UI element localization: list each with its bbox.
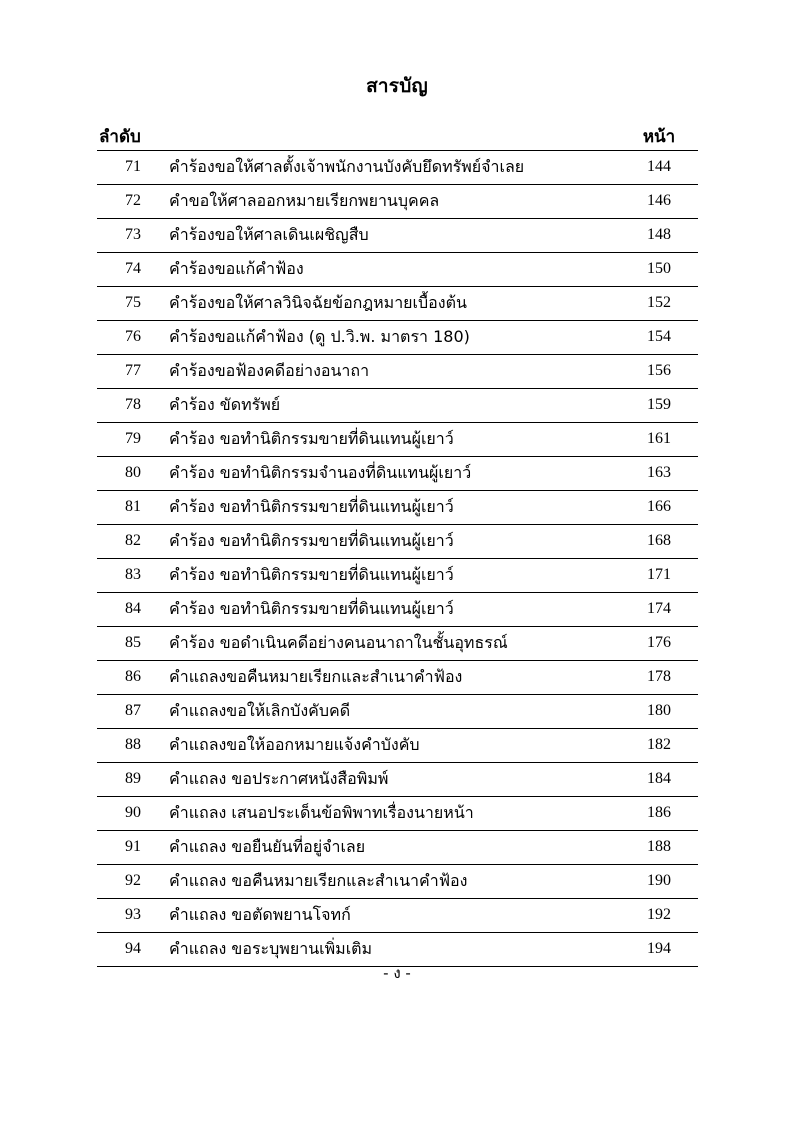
row-entry-title: คำร้อง ขอทำนิติกรรมขายที่ดินแทนผู้เยาว์ bbox=[169, 559, 620, 593]
table-of-contents bbox=[97, 118, 698, 967]
table-row bbox=[97, 627, 698, 661]
row-page-number: 156 bbox=[620, 355, 698, 389]
row-sequence-number: 77 bbox=[97, 355, 169, 389]
table-row bbox=[97, 423, 698, 457]
row-page-number: 159 bbox=[620, 389, 698, 423]
table-row bbox=[97, 797, 698, 831]
row-sequence-number: 83 bbox=[97, 559, 169, 593]
row-sequence-number: 72 bbox=[97, 185, 169, 219]
table-row bbox=[97, 831, 698, 865]
table-row bbox=[97, 933, 698, 967]
table-row bbox=[97, 695, 698, 729]
table-row bbox=[97, 457, 698, 491]
row-page-number: 176 bbox=[620, 627, 698, 661]
row-sequence-number: 91 bbox=[97, 831, 169, 865]
row-page-number: 174 bbox=[620, 593, 698, 627]
row-page-number: 190 bbox=[620, 865, 698, 899]
table-row bbox=[97, 491, 698, 525]
row-page-number: 163 bbox=[620, 457, 698, 491]
row-entry-title: คำแถลง เสนอประเด็นข้อพิพาทเรื่องนายหน้า bbox=[169, 797, 620, 831]
table-row bbox=[97, 729, 698, 763]
table-row bbox=[97, 355, 698, 389]
row-entry-title: คำร้องขอแก้คำฟ้อง bbox=[169, 253, 620, 287]
row-entry-title: คำแถลง ขอระบุพยานเพิ่มเติม bbox=[169, 933, 620, 967]
row-sequence-number: 90 bbox=[97, 797, 169, 831]
row-entry-title: คำร้องขอให้ศาลเดินเผชิญสืบ bbox=[169, 219, 620, 253]
row-page-number: 192 bbox=[620, 899, 698, 933]
row-entry-title: คำร้องขอให้ศาลตั้งเจ้าพนักงานบังคับยึดทรัพย์จำเลย bbox=[169, 151, 620, 185]
row-entry-title: คำแถลงขอให้เลิกบังคับคดี bbox=[169, 695, 620, 729]
row-sequence-number: 80 bbox=[97, 457, 169, 491]
row-sequence-number: 79 bbox=[97, 423, 169, 457]
row-entry-title: คำแถลงขอคืนหมายเรียกและสำเนาคำฟ้อง bbox=[169, 661, 620, 695]
row-sequence-number: 76 bbox=[97, 321, 169, 355]
row-sequence-number: 88 bbox=[97, 729, 169, 763]
row-page-number: 171 bbox=[620, 559, 698, 593]
row-entry-title: คำแถลง ขอตัดพยานโจทก์ bbox=[169, 899, 620, 933]
row-page-number: 184 bbox=[620, 763, 698, 797]
row-page-number: 146 bbox=[620, 185, 698, 219]
table-row bbox=[97, 525, 698, 559]
row-sequence-number: 71 bbox=[97, 151, 169, 185]
row-page-number: 150 bbox=[620, 253, 698, 287]
row-entry-title: คำแถลงขอให้ออกหมายแจ้งคำบังคับ bbox=[169, 729, 620, 763]
column-header-sequence: ลำดับ bbox=[99, 127, 141, 148]
row-entry-title: คำร้องขอฟ้องคดีอย่างอนาถา bbox=[169, 355, 620, 389]
row-sequence-number: 84 bbox=[97, 593, 169, 627]
table-row bbox=[97, 287, 698, 321]
row-sequence-number: 75 bbox=[97, 287, 169, 321]
row-sequence-number: 85 bbox=[97, 627, 169, 661]
row-sequence-number: 74 bbox=[97, 253, 169, 287]
table-row bbox=[97, 219, 698, 253]
row-entry-title: คำร้อง ขัดทรัพย์ bbox=[169, 389, 620, 423]
row-sequence-number: 78 bbox=[97, 389, 169, 423]
table-row bbox=[97, 559, 698, 593]
row-page-number: 144 bbox=[620, 151, 698, 185]
row-sequence-number: 86 bbox=[97, 661, 169, 695]
toc-table-body bbox=[97, 151, 698, 967]
page-number-marker: - ง - bbox=[383, 964, 411, 982]
row-sequence-number: 89 bbox=[97, 763, 169, 797]
row-page-number: 194 bbox=[620, 933, 698, 967]
row-entry-title: คำแถลง ขอคืนหมายเรียกและสำเนาคำฟ้อง bbox=[169, 865, 620, 899]
table-row bbox=[97, 389, 698, 423]
row-page-number: 186 bbox=[620, 797, 698, 831]
row-page-number: 152 bbox=[620, 287, 698, 321]
row-entry-title: คำร้อง ขอทำนิติกรรมจำนองที่ดินแทนผู้เยาว์ bbox=[169, 457, 620, 491]
row-page-number: 178 bbox=[620, 661, 698, 695]
row-page-number: 166 bbox=[620, 491, 698, 525]
row-entry-title: คำขอให้ศาลออกหมายเรียกพยานบุคคล bbox=[169, 185, 620, 219]
row-page-number: 180 bbox=[620, 695, 698, 729]
row-sequence-number: 87 bbox=[97, 695, 169, 729]
row-entry-title: คำร้อง ขอดำเนินคดีอย่างคนอนาถาในชั้นอุทธรณ์ bbox=[169, 627, 620, 661]
table-row bbox=[97, 661, 698, 695]
table-row bbox=[97, 763, 698, 797]
row-sequence-number: 94 bbox=[97, 933, 169, 967]
row-entry-title: คำแถลง ขอยืนยันที่อยู่จำเลย bbox=[169, 831, 620, 865]
table-row bbox=[97, 899, 698, 933]
table-row bbox=[97, 151, 698, 185]
table-row bbox=[97, 321, 698, 355]
page-title: สารบัญ bbox=[366, 75, 428, 97]
toc-table bbox=[97, 150, 698, 967]
row-sequence-number: 81 bbox=[97, 491, 169, 525]
row-page-number: 168 bbox=[620, 525, 698, 559]
row-entry-title: คำร้อง ขอทำนิติกรรมขายที่ดินแทนผู้เยาว์ bbox=[169, 593, 620, 627]
row-entry-title: คำร้อง ขอทำนิติกรรมขายที่ดินแทนผู้เยาว์ bbox=[169, 525, 620, 559]
table-row bbox=[97, 185, 698, 219]
row-entry-title: คำร้องขอแก้คำฟ้อง (ดู ป.วิ.พ. มาตรา 180) bbox=[169, 321, 620, 355]
row-page-number: 154 bbox=[620, 321, 698, 355]
row-sequence-number: 92 bbox=[97, 865, 169, 899]
table-header-row bbox=[97, 118, 698, 150]
row-page-number: 182 bbox=[620, 729, 698, 763]
table-row bbox=[97, 865, 698, 899]
row-page-number: 148 bbox=[620, 219, 698, 253]
row-sequence-number: 82 bbox=[97, 525, 169, 559]
table-row bbox=[97, 593, 698, 627]
table-row bbox=[97, 253, 698, 287]
row-page-number: 161 bbox=[620, 423, 698, 457]
row-entry-title: คำร้อง ขอทำนิติกรรมขายที่ดินแทนผู้เยาว์ bbox=[169, 423, 620, 457]
row-sequence-number: 93 bbox=[97, 899, 169, 933]
row-entry-title: คำแถลง ขอประกาศหนังสือพิมพ์ bbox=[169, 763, 620, 797]
row-entry-title: คำร้องขอให้ศาลวินิจฉัยข้อกฎหมายเบื้องต้น bbox=[169, 287, 620, 321]
row-entry-title: คำร้อง ขอทำนิติกรรมขายที่ดินแทนผู้เยาว์ bbox=[169, 491, 620, 525]
row-page-number: 188 bbox=[620, 831, 698, 865]
column-header-page: หน้า bbox=[642, 127, 676, 148]
row-sequence-number: 73 bbox=[97, 219, 169, 253]
